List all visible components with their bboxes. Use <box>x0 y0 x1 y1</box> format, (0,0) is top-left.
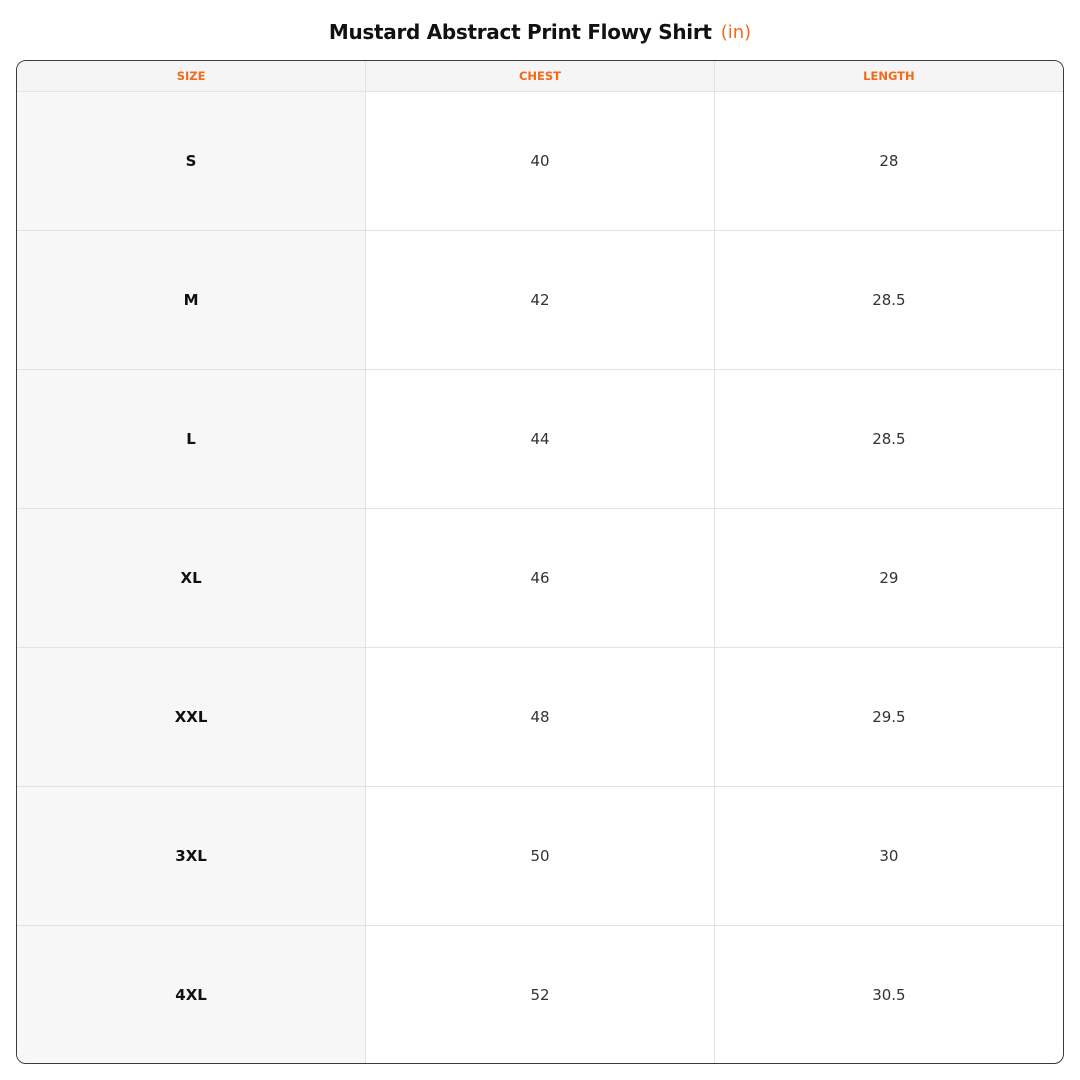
table-row <box>17 786 1063 925</box>
size-cell: 4XL <box>17 925 366 1064</box>
column-header-length: LENGTH <box>714 61 1063 91</box>
chest-cell: 42 <box>366 230 715 369</box>
product-title: Mustard Abstract Print Flowy Shirt <box>328 20 712 44</box>
length-cell: 28.5 <box>714 369 1063 508</box>
chest-cell: 46 <box>366 508 715 647</box>
chest-cell: 48 <box>366 647 715 786</box>
chest-cell: 50 <box>366 786 715 925</box>
size-chart-heading <box>0 17 1080 47</box>
size-cell: L <box>17 369 366 508</box>
size-cell: 3XL <box>17 786 366 925</box>
size-chart-table <box>16 60 1064 1064</box>
table-row <box>17 925 1063 1064</box>
length-cell: 28 <box>714 91 1063 230</box>
chest-cell: 52 <box>366 925 715 1064</box>
chest-cell: 44 <box>366 369 715 508</box>
length-cell: 29 <box>714 508 1063 647</box>
table-row <box>17 369 1063 508</box>
length-cell: 30.5 <box>872 985 906 1004</box>
unit-label: (in) <box>720 21 752 43</box>
table-row <box>17 508 1063 647</box>
length-cell: 29.5 <box>714 647 1063 786</box>
size-cell: XXL <box>17 647 366 786</box>
length-cell: 30 <box>714 786 1063 925</box>
length-cell: 28.5 <box>714 230 1063 369</box>
table-row <box>17 647 1063 786</box>
table-row <box>17 230 1063 369</box>
size-cell: XL <box>17 508 366 647</box>
column-header-chest: CHEST <box>366 61 715 91</box>
size-cell: M <box>17 230 366 369</box>
size-cell: S <box>17 91 366 230</box>
column-header-size: SIZE <box>17 61 366 91</box>
table-header-row <box>17 61 1063 91</box>
chest-cell: 40 <box>366 91 715 230</box>
table-row <box>17 91 1063 230</box>
